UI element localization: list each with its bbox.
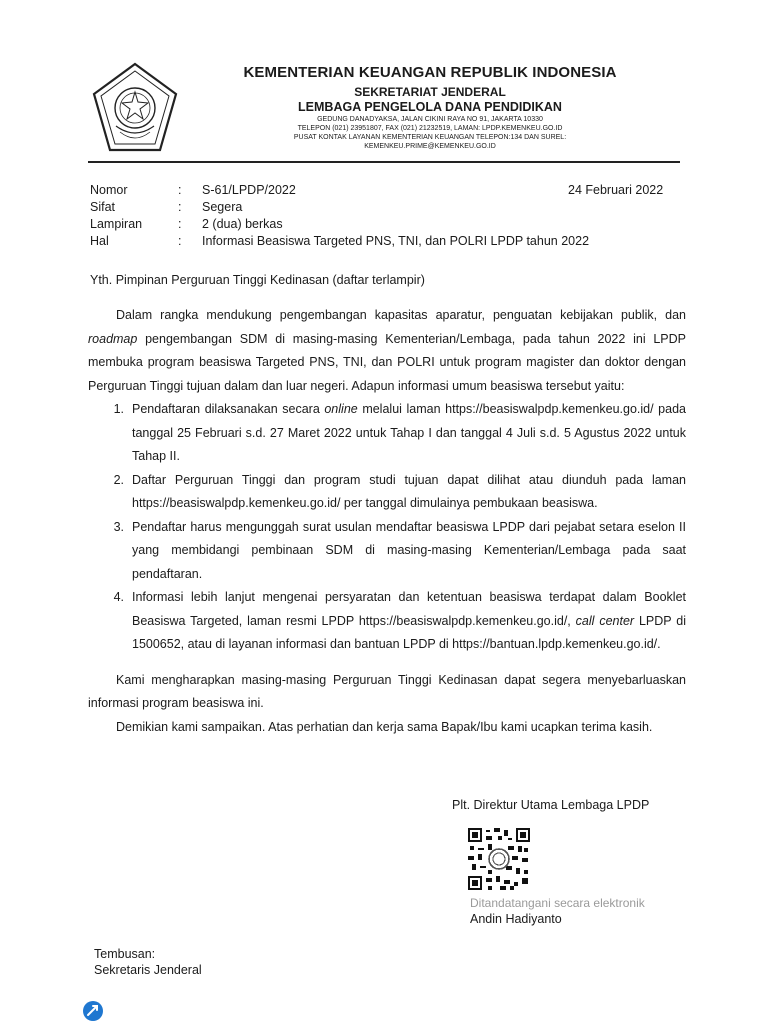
letter-body [88, 304, 686, 739]
meta-value: 2 (dua) berkas [202, 217, 283, 231]
agency-name: LEMBAGA PENGELOLA DANA PENDIDIKAN [298, 100, 562, 114]
meta-nomor [90, 182, 589, 199]
meta-colon: : [178, 183, 182, 197]
agency-address: GEDUNG DANADYAKSA, JALAN CIKINI RAYA NO 91, JAKARTA 10330 [317, 116, 543, 123]
letter-meta [90, 182, 589, 250]
letter-date: 24 Februari 2022 [568, 183, 664, 197]
meta-label: Lampiran [90, 217, 143, 231]
addressee: Yth. Pimpinan Perguruan Tinggi Kedinasan (daftar terlampir) [90, 273, 425, 287]
copy-recipient: Sekretaris Jenderal [94, 963, 202, 977]
meta-label: Sifat [90, 200, 116, 214]
qr-code-icon [468, 828, 530, 890]
list-item [88, 586, 686, 657]
intro-paragraph [88, 304, 686, 398]
meta-sifat [90, 199, 589, 216]
agency-email: KEMENKEU.PRIME@KEMENKEU.GO.ID [364, 143, 496, 150]
list-item [88, 516, 686, 587]
meta-colon: : [178, 234, 182, 248]
list-text [132, 398, 686, 469]
meta-value: Segera [202, 200, 243, 214]
kemenkeu-emblem-icon [92, 62, 178, 154]
list-number: 1. [113, 402, 124, 416]
intro-text-1: Dalam rangka mendukung pengembangan kapasitas aparatur, penguatan kebijakan publik, dan [116, 308, 686, 322]
list-number: 4. [113, 590, 124, 604]
copy-block [94, 946, 202, 978]
meta-hal [90, 233, 589, 250]
contact-center: PUSAT KONTAK LAYANAN KEMENTERIAN KEUANGAN TELEPON:134 DAN SUREL: [293, 134, 567, 141]
spacer [88, 657, 686, 669]
list-text-b: LPDP di 1500652, atau di layanan informasi dan bantuan LPDP di https://bantuan.lpdp.kemenkeu.go.id/. [132, 613, 686, 651]
list-text [132, 586, 686, 657]
info-list [88, 398, 686, 657]
list-text: Pendaftar harus mengunggah surat usulan mendaftar beasiswa LPDP dari pejabat setara eselon II yang membidangi pembinaan SDM di masing-masing Kementerian/Lembaga pada saat pendaftaran. [132, 519, 686, 581]
app-badge-icon [82, 1000, 104, 1022]
signer-name: Andin Hadiyanto [470, 912, 562, 926]
agency-phone: TELEPON (021) 23951807, FAX (021) 21232519, LAMAN: LPDP.KEMENKEU.GO.ID [297, 125, 563, 132]
meta-value: Informasi Beasiswa Targeted PNS, TNI, dan POLRI LPDP tahun 2022 [202, 234, 590, 248]
secretariat-name: SEKRETARIAT JENDERAL [354, 85, 506, 99]
intro-text-2: pengembangan SDM di masing-masing Kementerian/Lembaga, pada tahun 2022 ini LPDP membuka program beasiswa Targeted PNS, TNI, dan POLRI untuk program magister dan doktor dengan Perguruan Tinggi tujuan dalam dan luar negeri. Adapun informasi umum beasiswa tersebut yaitu: [88, 331, 686, 393]
list-number: 2. [113, 472, 124, 487]
list-text: Daftar Perguruan Tinggi dan program studi tujuan dapat dilihat atau diunduh pada laman https://beasiswalpdp.kemenkeu.go.id/ per tanggal dimulainya pembukaan beasiswa. [132, 472, 686, 510]
meta-colon: : [178, 217, 182, 231]
list-item [88, 469, 686, 516]
meta-value: S-61/LPDP/2022 [202, 183, 296, 197]
meta-lampiran [90, 216, 589, 233]
signer-title: Plt. Direktur Utama Lembaga LPDP [452, 798, 650, 812]
list-text-a: Informasi lebih lanjut mengenai persyaratan dan ketentuan beasiswa terdapat dalam Booklet Beasiswa Targeted, laman resmi LPDP https://beasiswalpdp.kemenkeu.go.id/, [132, 590, 686, 628]
list-text-a: Pendaftaran dilaksanakan secara [132, 402, 325, 416]
letterhead-divider [88, 161, 680, 163]
list-text-italic: call center [575, 613, 635, 628]
closing-paragraph-2: Demikian kami sampaikan. Atas perhatian dan kerja sama Bapak/Ibu kami ucapkan terima kasih. [116, 719, 653, 734]
intro-italic: roadmap [88, 331, 138, 346]
esign-note: Ditandatangani secara elektronik [470, 896, 645, 910]
list-text-italic: online [324, 402, 358, 416]
list-number: 3. [113, 519, 124, 534]
letterhead [200, 64, 660, 151]
list-text-b: melalui laman https://beasiswalpdp.kemenkeu.go.id/ pada tanggal 25 Februari s.d. 27 Maret 2022 untuk Tahap I dan tanggal 4 Juli s.d. 5 Agustus 2022 untuk Tahap II. [132, 402, 686, 463]
meta-label: Nomor [90, 183, 128, 197]
ministry-name: KEMENTERIAN KEUANGAN REPUBLIK INDONESIA [243, 64, 617, 81]
meta-label: Hal [90, 234, 109, 248]
closing-paragraph-1: Kami mengharapkan masing-masing Perguruan Tinggi Kedinasan dapat segera menyebarluaskan informasi program beasiswa ini. [88, 672, 686, 710]
list-item [88, 398, 686, 469]
meta-colon: : [178, 200, 182, 214]
copy-label: Tembusan: [94, 947, 156, 961]
